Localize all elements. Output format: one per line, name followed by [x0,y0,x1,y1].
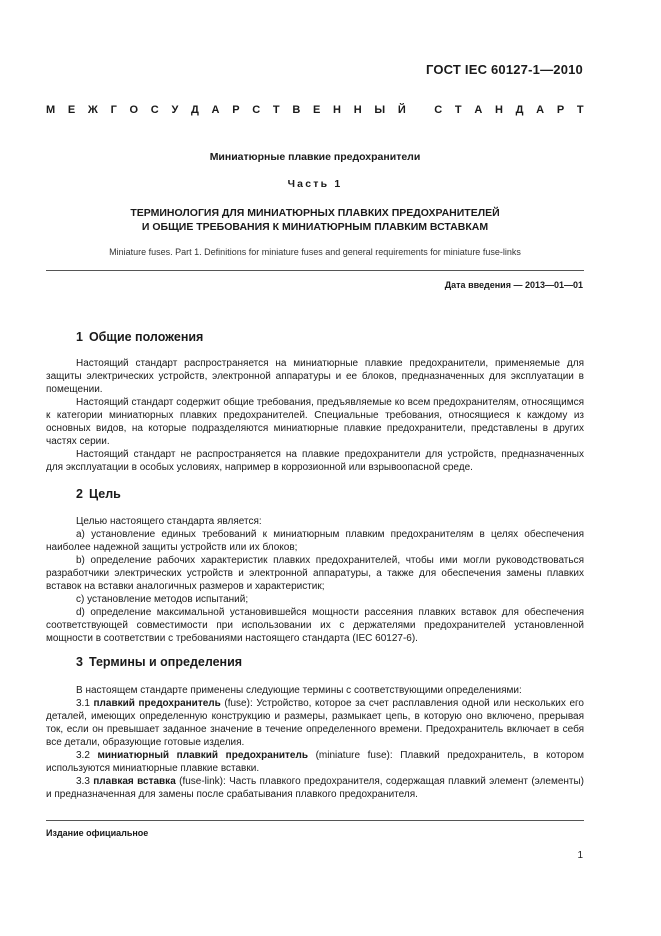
banner-letter: В [292,104,301,116]
title-divider [46,270,584,271]
interstate-standard-banner [46,104,584,116]
term-body: (fuse-link): Часть плавкого предохранителя, содержащая плавкий элемент (элементы) и предназначенная для замены после срабатывания плавкого предохранителя. [46,776,585,800]
banner-letter: С [252,104,261,116]
list-item: d) определение максимальной установившейся мощности рассеяния плавких вставок для обеспечения соответствующей совместимости при использовании их с держателями предохранителей установленной мощности в соответствии с требованиями настоящего стандарта (IEC 60127-6). [46,607,584,644]
term-name: плавкий предохранитель [93,698,221,709]
footer-divider [46,820,584,821]
banner-letter: Т [576,104,584,116]
section-heading [76,487,121,501]
banner-letter: Н [333,104,341,116]
english-title: Miniature fuses. Part 1. Definitions for miniature fuses and general requirements for miniature fuse-links [109,247,521,257]
banner-letter: Р [556,104,565,116]
term-name: миниатюрный плавкий предохранитель [97,750,308,761]
banner-letter: Е [313,104,321,116]
banner-letter: А [211,104,220,116]
banner-letter: Ы [374,104,386,116]
section-number: 2 [76,487,83,501]
part-label: Часть 1 [287,178,343,190]
banner-letter: С [150,104,159,116]
banner-letter: О [129,104,139,116]
section-heading [76,330,203,344]
paragraph: Целью настоящего стандарта является: [76,516,262,527]
banner-letter: Т [272,104,280,116]
term-definition [46,749,584,775]
banner-letter: Г [110,104,117,116]
official-edition-label: Издание официальное [46,828,149,838]
term-definition [46,697,584,749]
term-body: (miniature fuse): Плавкий предохранитель, в котором используются миниатюрные плавкие вставки. [46,750,585,774]
document-code: ГОСТ IEC 60127-1—2010 [425,62,583,77]
document-subtitle: Миниатюрные плавкие предохранители [209,151,421,163]
term-number: 3.3 [76,776,90,787]
banner-letter: Е [67,104,76,116]
page-number: 1 [577,850,583,861]
banner-letter [418,104,421,116]
banner-letter: Р [232,104,240,116]
paragraph: В настоящем стандарте применены следующие термины с соответствующими определениями: [76,685,522,696]
banner-letter: Т [454,104,462,116]
banner-letter: Д [515,104,524,116]
section-heading [76,655,242,669]
section-title: Цель [88,487,121,501]
term-number: 3.2 [76,750,90,761]
paragraph: Настоящий стандарт содержит общие требования, предъявляемые ко всем предохранителям, относящимся к категории миниатюрных плавких предохранителей. Специальные требования, относящиеся к каждому из основных видов, на которые подразделяются миниатюрные плавкие предохранители, представлены в других частях серии. [46,397,584,447]
banner-letter: Й [397,104,406,116]
paragraph: Настоящий стандарт не распространяется на плавкие предохранители для устройств, предназначенных для эксплуатации в особых условиях, например в коррозионной или взрывоопасной среде. [46,449,584,473]
section-number: 3 [76,655,83,669]
banner-letter: Н [353,104,362,116]
document-main-title [46,206,584,234]
term-name: плавкая вставка [93,776,176,787]
banner-letter: А [536,104,545,116]
list-item: c) установление методов испытаний; [76,594,249,605]
list-item: b) определение рабочих характеристик плавких предохранителей, чтобы ими могли руководствоваться разработчики электрических устройств и электронной аппаратуры, а также для обеспечения замены плавких вставок на вставки аналогичных размеров и характеристик; [46,555,584,592]
main-title-line2: И ОБЩИЕ ТРЕБОВАНИЯ К МИНИАТЮРНЫМ ПЛАВКИМ ВСТАВКАМ [141,221,489,233]
paragraph: Настоящий стандарт распространяется на миниатюрные плавкие предохранители, применяемые для защиты электрических устройств, электронной аппаратуры и ее блоков, предназначенных для эксплуатации в помещении. [46,358,584,395]
section-title: Термины и определения [88,655,243,669]
banner-letter: Ж [87,104,98,116]
section-number: 1 [76,330,83,344]
term-definition [46,775,584,801]
banner-letter: Д [191,104,199,116]
section-title: Общие положения [88,330,204,344]
intro-date: Дата введения — 2013—01—01 [444,280,583,290]
term-body: (fuse): Устройство, которое за счет расплавления одной или нескольких его деталей, имеющих определенную конструкцию и размеры, размыкает цепь, в которую оно включено, прерывая ток, если он превышает заданное значение в течение определенного времени. Предохранитель включает в себя все детали, образующие готовые изделия. [46,698,584,748]
banner-letter: М [46,104,56,116]
main-title-line1: ТЕРМИНОЛОГИЯ ДЛЯ МИНИАТЮРНЫХ ПЛАВКИХ ПРЕДОХРАНИТЕЛЕЙ [130,207,500,219]
banner-letter: С [434,104,443,116]
banner-letter: У [171,104,179,116]
banner-letter: Н [494,104,503,116]
term-number: 3.1 [76,698,90,709]
list-item: а) установление единых требований к миниатюрным плавким предохранителям в целях обеспечения наиболее надежной защиты устройств или их блоков; [46,529,584,553]
banner-letter: А [474,104,483,116]
